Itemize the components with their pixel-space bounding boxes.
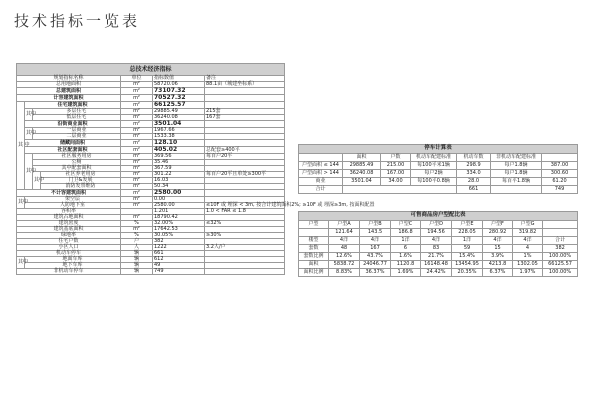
- side-label: 其 中: [17, 102, 25, 190]
- indicator-name: 总建筑面积: [17, 88, 121, 95]
- mix-cell: 4洋: [421, 237, 452, 245]
- main-row: [17, 102, 285, 109]
- parking-cell: 商业: [299, 178, 343, 186]
- indicator-value: 49: [153, 263, 205, 269]
- mix-cell: 21.7%: [421, 253, 452, 261]
- indicator-note: 215套: [205, 109, 285, 115]
- mix-cell: 合计: [543, 237, 578, 245]
- indicator-name: 社区配套面积: [25, 147, 121, 154]
- mix-cell: 186.8: [391, 229, 421, 237]
- indicator-name: 消防发票维防: [41, 184, 121, 190]
- indicator-value: 2580.00: [153, 203, 205, 209]
- indicator-value: 749: [153, 269, 205, 275]
- indicator-note: [205, 121, 285, 128]
- mix-cell: 382: [543, 245, 578, 253]
- mix-row: [299, 269, 578, 277]
- indicator-note: 167套: [205, 115, 285, 121]
- parking-cell: 298.9: [457, 162, 491, 170]
- indicator-unit: m²: [121, 134, 153, 140]
- parking-title-row: [299, 145, 578, 154]
- mix-cell: 100.00%: [543, 253, 578, 261]
- parking-header-cell: 机动车数: [457, 154, 491, 162]
- indicator-unit: m²: [121, 140, 153, 147]
- indicator-name: 小区人口: [17, 245, 121, 251]
- indicator-unit: m²: [121, 178, 153, 184]
- indicator-unit: m²: [121, 227, 153, 233]
- indicator-unit: 辆: [121, 263, 153, 269]
- mix-header-cell: 户型F: [483, 221, 513, 229]
- indicator-note: [205, 88, 285, 95]
- indicator-unit: m²: [121, 128, 153, 134]
- parking-header-cell: [299, 154, 343, 162]
- indicator-unit: 辆: [121, 257, 153, 263]
- indicator-unit: m²: [121, 166, 153, 172]
- indicator-unit: m²: [121, 184, 153, 190]
- mix-cell: 4: [513, 245, 543, 253]
- parking-cell: 户型面积 > 144: [299, 170, 343, 178]
- mix-cell: 4洋: [513, 237, 543, 245]
- side-label: 其中: [25, 128, 33, 140]
- indicator-unit: 人: [121, 245, 153, 251]
- indicator-name: 门卫&发展: [41, 178, 121, 184]
- indicator-note: 总配套≥400平: [205, 147, 285, 154]
- mix-cell: 3.9%: [483, 253, 513, 261]
- indicator-unit: m²: [121, 115, 153, 121]
- indicator-value: 3501.04: [153, 121, 205, 128]
- mix-cell: 121.64: [329, 229, 360, 237]
- indicator-unit: m²: [121, 109, 153, 115]
- parking-cell: 167.00: [381, 170, 411, 178]
- mix-cell: 4213.8: [483, 261, 513, 269]
- indicator-unit: m²: [121, 121, 153, 128]
- main-table-title: 总技术经济指标: [17, 64, 285, 76]
- indicator-unit: m²: [121, 190, 153, 197]
- mix-cell: 83: [421, 245, 452, 253]
- parking-cell: 215.00: [381, 162, 411, 170]
- mix-cell: 5838.72: [329, 261, 360, 269]
- indicator-unit: m²: [121, 154, 153, 160]
- mix-row: [299, 229, 578, 237]
- mix-cell: 36.37%: [360, 269, 391, 277]
- mix-cell: 1302.05: [513, 261, 543, 269]
- indicator-unit: m²: [121, 215, 153, 221]
- side-label: 其中: [25, 154, 33, 190]
- mix-cell: 套数比例: [299, 253, 329, 261]
- parking-cell: 每户1.8辆: [491, 170, 542, 178]
- parking-cell: 每户2辆: [411, 170, 457, 178]
- mix-cell: 8.83%: [329, 269, 360, 277]
- indicator-name: 绿地率: [17, 233, 121, 239]
- mix-header-cell: 户型B: [360, 221, 391, 229]
- indicator-value: 35.46: [153, 160, 205, 166]
- mix-row: [299, 253, 578, 261]
- indicator-note: [205, 140, 285, 147]
- indicator-unit: 户: [121, 239, 153, 245]
- parking-header-cell: 户数: [381, 154, 411, 162]
- parking-header-cell: 非机动车配建标准: [491, 154, 542, 162]
- parking-row: [299, 162, 578, 170]
- indicator-name: 人防地下室: [25, 203, 121, 209]
- page-title: 技术指标一览表: [14, 12, 141, 30]
- indicator-name: 总用地面积: [17, 82, 121, 88]
- parking-cell: 61.20: [542, 178, 578, 186]
- indicator-unit: m²: [121, 147, 153, 154]
- side-label: 其中: [17, 257, 25, 269]
- mix-cell: 面积: [299, 261, 329, 269]
- side-label: 其中: [25, 109, 33, 121]
- mix-cell: 1%: [513, 253, 543, 261]
- indicator-value: 661: [153, 251, 205, 257]
- parking-header-cell: [542, 154, 578, 162]
- indicator-name: 社区养老用房: [41, 172, 121, 178]
- mix-cell: 280.92: [483, 229, 513, 237]
- indicator-value: 73107.32: [153, 88, 205, 95]
- mix-cell: 24.42%: [421, 269, 452, 277]
- indicator-value: 405.02: [153, 147, 205, 154]
- indicator-name: 不计容建筑面积: [17, 190, 121, 197]
- indicator-value: 301.22: [153, 172, 205, 178]
- indicator-note: [205, 95, 285, 102]
- main-header-value: 指标数值: [153, 76, 205, 82]
- parking-cell: 每100平0.8辆: [411, 178, 457, 186]
- mix-cell: 4洋: [329, 237, 360, 245]
- indicator-value: 612: [153, 257, 205, 263]
- parking-header-row: [299, 154, 578, 162]
- parking-cell: [343, 186, 457, 194]
- indicator-name: 计容建筑面积: [17, 95, 121, 102]
- indicator-note: 每百户20平: [205, 154, 285, 160]
- indicator-value: 36240.08: [153, 115, 205, 121]
- side-label: 其中: [33, 172, 41, 190]
- mix-header-cell: 户型: [299, 221, 329, 229]
- indicator-unit: m²: [121, 172, 153, 178]
- indicator-value: 32.00%: [153, 221, 205, 227]
- main-row: [17, 121, 285, 128]
- indicator-value: 16.03: [153, 178, 205, 184]
- mix-row: [299, 245, 578, 253]
- mix-header-cell: 户型C: [391, 221, 421, 229]
- mix-cell: 20.35%: [452, 269, 483, 277]
- mix-header-cell: 户型E: [452, 221, 483, 229]
- indicator-note: ≥30%: [205, 233, 285, 239]
- mix-row: [299, 237, 578, 245]
- mix-cell: 1.6%: [391, 253, 421, 261]
- indicator-unit: m²: [121, 160, 153, 166]
- mix-cell: 167: [360, 245, 391, 253]
- indicator-unit: m²: [121, 95, 153, 102]
- main-row: [17, 147, 285, 154]
- mix-cell: [543, 229, 578, 237]
- indicator-note: ≤10F 或 埋深 < 3m, 按合计建筑面积2%; ≥10F 或 埋深≥3m, 按面积配置: [206, 202, 375, 208]
- indicator-value: 1533.38: [153, 134, 205, 140]
- indicator-value: 128.10: [153, 140, 205, 147]
- indicator-name: 一层商业: [33, 128, 121, 134]
- mix-header-row: [299, 221, 578, 229]
- parking-cell: [491, 186, 542, 194]
- main-header-note: 备注: [205, 76, 285, 82]
- indicator-value: 2580.00: [153, 190, 205, 197]
- indicator-value: 367.59: [153, 166, 205, 172]
- parking-table-title: 停车计算表: [299, 145, 578, 154]
- indicator-name: 建筑基底面积: [17, 227, 121, 233]
- mix-cell: 15.4%: [452, 253, 483, 261]
- indicator-unit: 辆: [121, 251, 153, 257]
- mix-cell: 59: [452, 245, 483, 253]
- mix-cell: [299, 229, 329, 237]
- mix-cell: 1.97%: [513, 269, 543, 277]
- parking-cell: 34.00: [381, 178, 411, 186]
- main-row: [17, 88, 285, 95]
- indicator-value: 30.05%: [153, 233, 205, 239]
- indicator-unit: %: [121, 221, 153, 227]
- mix-header-cell: 户型A: [329, 221, 360, 229]
- mix-cell: 16148.48: [421, 261, 452, 269]
- indicator-name: 其中配套面积: [33, 166, 121, 172]
- indicator-name: 社区服务用房: [33, 154, 121, 160]
- parking-cell: 36240.08: [343, 170, 381, 178]
- mix-cell: 15: [483, 245, 513, 253]
- mix-row: [299, 261, 578, 269]
- mix-cell: 楼型: [299, 237, 329, 245]
- indicator-name: 沿街商业面积: [25, 121, 121, 128]
- indicator-unit: m²: [121, 102, 153, 109]
- mix-cell: 24046.77: [360, 261, 391, 269]
- parking-cell: 3501.04: [343, 178, 381, 186]
- parking-row: [299, 178, 578, 186]
- parking-cell: 387.00: [542, 162, 578, 170]
- main-row: [17, 190, 285, 197]
- parking-header-cell: 面积: [343, 154, 381, 162]
- mix-header-cell: 户型D: [421, 221, 452, 229]
- main-row: [17, 140, 285, 147]
- indicator-value: 58720.06: [153, 82, 205, 88]
- parking-header-cell: 机动车配建标准: [411, 154, 457, 162]
- indicator-name: 机动车停车: [17, 251, 121, 257]
- indicator-name: 地面车库: [25, 257, 121, 263]
- indicator-value: 0.00: [153, 197, 205, 203]
- indicator-value: 1222: [153, 245, 205, 251]
- indicator-note: 88.1亩（城建坐标系）: [205, 82, 285, 88]
- indicator-value: 66125.57: [153, 102, 205, 109]
- indicator-unit: 辆: [121, 269, 153, 275]
- indicator-name: 住宅建筑面积: [25, 102, 121, 109]
- indicator-note: [205, 190, 285, 197]
- indicator-name: 非机动车停车: [17, 269, 121, 275]
- mix-cell: 6: [391, 245, 421, 253]
- side-label: 其中: [17, 197, 25, 209]
- indicator-value: 29885.49: [153, 109, 205, 115]
- mix-cell: 13454.95: [452, 261, 483, 269]
- mix-cell: 319.82: [513, 229, 543, 237]
- indicator-note: 3.2人/户: [205, 245, 285, 251]
- indicator-value: 17642.53: [153, 227, 205, 233]
- parking-cell: 29885.49: [343, 162, 381, 170]
- mix-cell: 228.05: [452, 229, 483, 237]
- mix-cell: 12.6%: [329, 253, 360, 261]
- mix-header-cell: [543, 221, 578, 229]
- mix-cell: 1120.8: [391, 261, 421, 269]
- parking-total-bikes: 749: [542, 186, 578, 194]
- mix-cell: 套数: [299, 245, 329, 253]
- parking-cell: 每100平米1辆: [411, 162, 457, 170]
- indicator-value: 382: [153, 239, 205, 245]
- indicator-unit: %: [121, 233, 153, 239]
- indicator-note: [205, 269, 285, 275]
- main-header-name: 规划指标名称: [17, 76, 121, 82]
- indicator-value: 18790.42: [153, 215, 205, 221]
- mix-cell: 1.69%: [391, 269, 421, 277]
- mix-cell: 4洋: [360, 237, 391, 245]
- mix-title-row: [299, 212, 578, 221]
- main-row: [17, 95, 285, 102]
- parking-row: [299, 170, 578, 178]
- indicator-value: 1.201: [153, 209, 205, 215]
- parking-cell: 每百平1.8辆: [491, 178, 542, 186]
- mix-cell: 143.5: [360, 229, 391, 237]
- indicator-value: 70527.32: [153, 95, 205, 102]
- indicator-unit: m²: [121, 203, 153, 209]
- main-header-unit: 单位: [121, 76, 153, 82]
- indicator-name: 建筑密度: [17, 221, 121, 227]
- parking-cell: 户型面积 ≤ 144: [299, 162, 343, 170]
- indicator-unit: m²: [121, 88, 153, 95]
- mix-cell: 6.37%: [483, 269, 513, 277]
- indicator-name: 储藏间面积: [25, 140, 121, 147]
- parking-total-row: [299, 186, 578, 194]
- mix-cell: 面积比例: [299, 269, 329, 277]
- indicator-name: 架空层: [25, 197, 121, 203]
- indicator-note: 每百户20平且单处≥300平: [205, 172, 285, 178]
- mix-cell: 43.7%: [360, 253, 391, 261]
- indicator-name: 容积率: [17, 209, 121, 215]
- indicator-name: 住宅户数: [17, 239, 121, 245]
- indicator-name: 建筑占地面积: [17, 215, 121, 221]
- parking-cell: 334.0: [457, 170, 491, 178]
- mix-cell: 4洋: [483, 237, 513, 245]
- indicator-name: 二层商业: [33, 134, 121, 140]
- unit-mix-table: [298, 211, 577, 277]
- indicator-name: 低层住宅: [33, 115, 121, 121]
- mix-cell: 1洋: [452, 237, 483, 245]
- mix-cell: 100.00%: [543, 269, 578, 277]
- indicator-name: 公厕: [33, 160, 121, 166]
- parking-total-label: 合计: [299, 186, 343, 194]
- indicator-unit: m²: [121, 197, 153, 203]
- main-row: [17, 269, 285, 275]
- indicator-value: 1967.66: [153, 128, 205, 134]
- mix-cell: 48: [329, 245, 360, 253]
- parking-calculation-table: [298, 144, 577, 194]
- indicator-note: 1.0 < FAR ≤ 1.8: [205, 209, 285, 215]
- indicator-name: 地下车库: [25, 263, 121, 269]
- mix-table-title: 可售商品房户型配比表: [299, 212, 578, 221]
- indicator-name: 多层住宅: [33, 109, 121, 115]
- main-title-row: [17, 64, 285, 76]
- indicator-value: 369.56: [153, 154, 205, 160]
- mix-cell: 1洋: [391, 237, 421, 245]
- parking-cell: 28.0: [457, 178, 491, 186]
- indicator-note: ≤32%: [205, 221, 285, 227]
- parking-cell: 300.60: [542, 170, 578, 178]
- parking-cell: 每户1.8辆: [491, 162, 542, 170]
- mix-cell: 194.56: [421, 229, 452, 237]
- indicator-value: 50.34: [153, 184, 205, 190]
- mix-header-cell: 户型G: [513, 221, 543, 229]
- indicator-unit: m²: [121, 82, 153, 88]
- parking-total-cars: 661: [457, 186, 491, 194]
- mix-cell: 66125.57: [543, 261, 578, 269]
